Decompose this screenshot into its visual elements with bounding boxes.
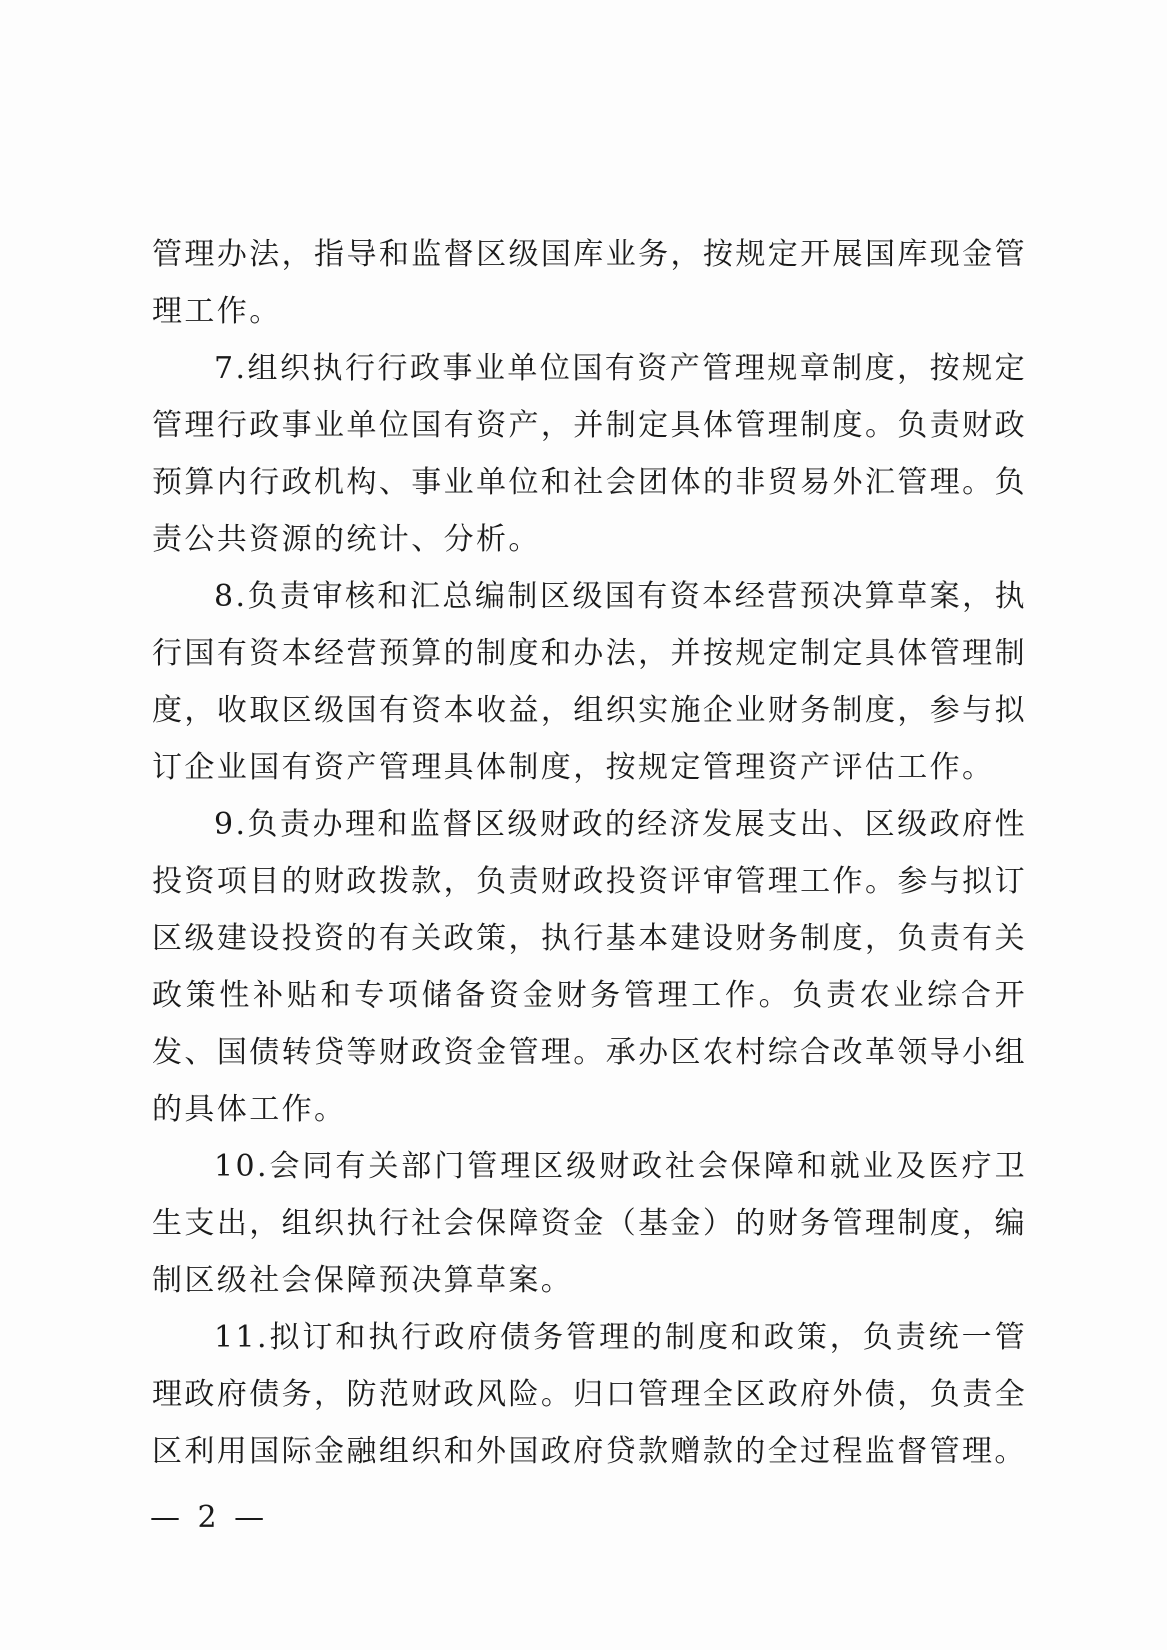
paragraph-item-8: 8.负责审核和汇总编制区级国有资本经营预决算草案，执行国有资本经营预算的制度和办法，并按规定制定具体管理制度，收取区级国有资本收益，组织实施企业财务制度，参与拟订企业国有资产管理具体制度，按规定管理资产评估工作。 xyxy=(152,579,1027,785)
paragraph-item-9: 9.负责办理和监督区级财政的经济发展支出、区级政府性投资项目的财政拨款，负责财政投资评审管理工作。参与拟订区级建设投资的有关政策，执行基本建设财务制度，负责有关政策性补贴和专项储备资金财务管理工作。负责农业综合开发、国债转贷等财政资金管理。承办区农村综合改革领导小组的具体工作。 xyxy=(152,807,1027,1127)
paragraph-item-7: 7.组织执行行政事业单位国有资产管理规章制度，按规定管理行政事业单位国有资产，并制定具体管理制度。负责财政预算内行政机构、事业单位和社会团体的非贸易外汇管理。负责公共资源的统计、分析。 xyxy=(152,351,1027,557)
paragraph-item-11: 11.拟订和执行政府债务管理的制度和政策，负责统一管理政府债务，防范财政风险。归口管理全区政府外债，负责全区利用国际金融组织和外国政府贷款赠款的全过程监督管理。 xyxy=(152,1320,1027,1469)
page-number: — 2 — xyxy=(150,1500,269,1535)
body-text xyxy=(152,226,1027,1480)
paragraph-continuation: 管理办法，指导和监督区级国库业务，按规定开展国库现金管理工作。 xyxy=(152,237,1027,329)
paragraph-item-10: 10.会同有关部门管理区级财政社会保障和就业及医疗卫生支出，组织执行社会保障资金（基金）的财务管理制度，编制区级社会保障预决算草案。 xyxy=(152,1149,1027,1298)
